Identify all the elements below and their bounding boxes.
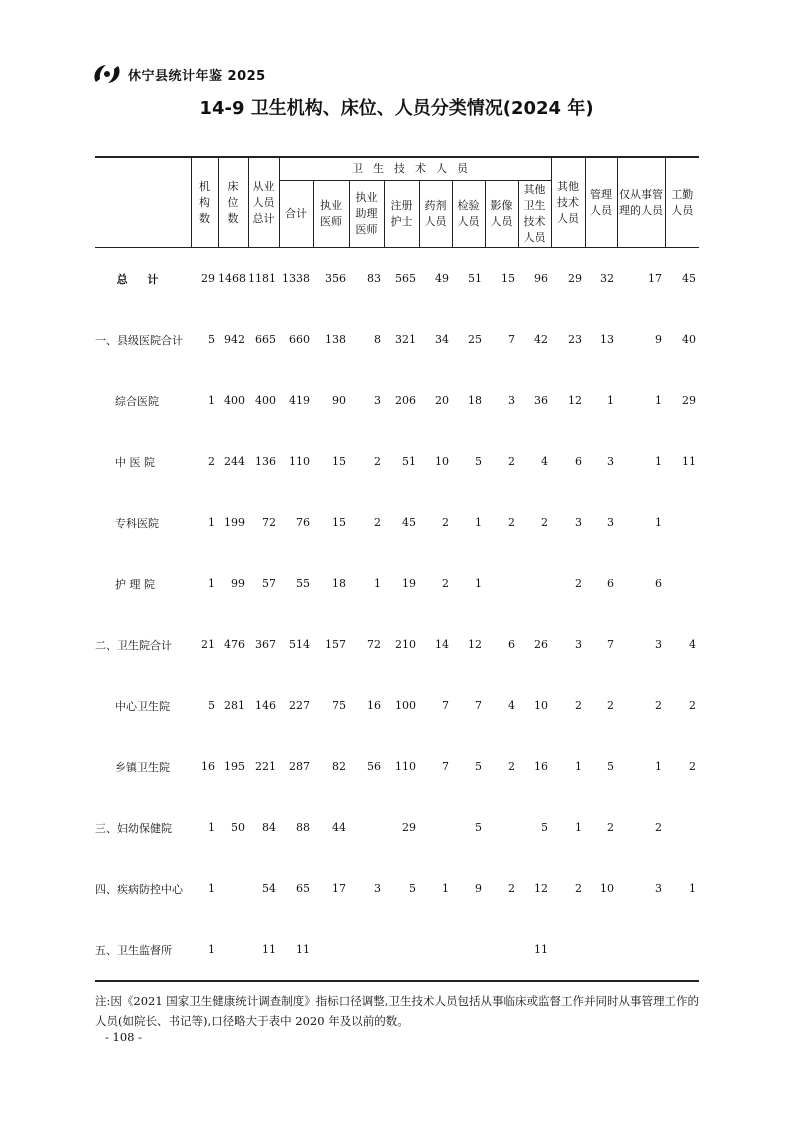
table-cell: 6 <box>575 455 582 468</box>
table-cell: 51 <box>402 455 416 468</box>
table-cell: 3 <box>607 516 614 529</box>
header-other-tech-staff: 其他 技术 人员 <box>551 157 585 248</box>
table-cell: 4 <box>689 638 696 651</box>
table-cell: 1 <box>208 821 215 834</box>
table-row <box>95 553 699 614</box>
table-cell: 72 <box>262 516 276 529</box>
table-cell: 4 <box>541 455 548 468</box>
table-cell: 400 <box>224 394 245 407</box>
table-cell <box>485 919 518 981</box>
table-cell: 3 <box>607 455 614 468</box>
table-cell: 10 <box>534 699 548 712</box>
table-cell: 1 <box>191 919 218 981</box>
table-cell: 21 <box>201 638 215 651</box>
table-cell: 206 <box>395 394 416 407</box>
table-cell: 400 <box>255 394 276 407</box>
table-cell: 7 <box>442 760 449 773</box>
table-cell: 72 <box>367 638 381 651</box>
header-lab: 检验 人员 <box>452 181 485 248</box>
table-cell: 51 <box>468 272 482 285</box>
running-header <box>92 60 266 88</box>
table-cell: 3 <box>655 882 662 895</box>
table-cell: 57 <box>262 577 276 590</box>
table-cell: 29 <box>568 272 582 285</box>
table-cell: 2 <box>689 699 696 712</box>
table-cell: 2 <box>575 699 582 712</box>
table-cell: 65 <box>296 882 310 895</box>
page-number: - 108 - <box>105 1030 143 1044</box>
table-cell: 16 <box>367 699 381 712</box>
table-cell <box>518 553 551 614</box>
table-cell: 419 <box>289 394 310 407</box>
table-cell: 1 <box>655 760 662 773</box>
table-cell: 13 <box>600 333 614 346</box>
table-cell: 5 <box>409 882 416 895</box>
table-cell: 11 <box>279 919 313 981</box>
row-label: 一、县级医院合计 <box>95 333 183 347</box>
table-cell: 1 <box>689 882 696 895</box>
table-cell: 19 <box>402 577 416 590</box>
header-pharmacist: 药剂 人员 <box>419 181 452 248</box>
table-cell: 99 <box>231 577 245 590</box>
table-cell <box>665 919 699 981</box>
table-cell: 76 <box>296 516 310 529</box>
table-body <box>95 248 699 982</box>
table-cell: 1 <box>475 516 482 529</box>
table-cell <box>452 919 485 981</box>
table-cell: 2 <box>374 516 381 529</box>
table-cell: 2 <box>442 577 449 590</box>
table-cell: 1181 <box>248 272 276 285</box>
header-imaging: 影像 人员 <box>485 181 518 248</box>
header-assistant-physician: 执业 助理 医师 <box>349 181 384 248</box>
table-cell: 40 <box>682 333 696 346</box>
table-cell: 36 <box>534 394 548 407</box>
row-label: 中 医 院 <box>115 455 155 469</box>
table-cell: 1 <box>208 516 215 529</box>
table-cell <box>349 919 384 981</box>
table-cell <box>665 553 699 614</box>
table-cell: 2 <box>208 455 215 468</box>
table-cell: 18 <box>332 577 346 590</box>
table-cell: 15 <box>332 516 346 529</box>
table-row <box>95 675 699 736</box>
table-cell: 44 <box>332 821 346 834</box>
table-cell <box>665 492 699 553</box>
yearbook-logo-icon <box>92 62 122 86</box>
table-cell: 11 <box>518 919 551 981</box>
table-cell: 45 <box>682 272 696 285</box>
table-cell: 18 <box>468 394 482 407</box>
table-cell: 138 <box>325 333 346 346</box>
table-cell: 1 <box>442 882 449 895</box>
table-cell: 5 <box>208 699 215 712</box>
table-cell: 367 <box>255 638 276 651</box>
table-cell: 2 <box>655 821 662 834</box>
table-cell: 82 <box>332 760 346 773</box>
table-cell: 10 <box>435 455 449 468</box>
table-cell: 110 <box>395 760 416 773</box>
table-cell: 6 <box>607 577 614 590</box>
table-cell: 5 <box>475 821 482 834</box>
table-cell: 3 <box>575 516 582 529</box>
table-cell: 16 <box>201 760 215 773</box>
table-cell: 146 <box>255 699 276 712</box>
table-cell: 7 <box>508 333 515 346</box>
table-cell: 1 <box>655 455 662 468</box>
table-cell <box>585 919 617 981</box>
table-cell: 56 <box>367 760 381 773</box>
table-cell: 2 <box>607 821 614 834</box>
table-cell: 55 <box>296 577 310 590</box>
table-row <box>95 370 699 431</box>
table-cell: 12 <box>468 638 482 651</box>
table-cell: 29 <box>201 272 215 285</box>
table-cell: 96 <box>534 272 548 285</box>
table-cell: 32 <box>600 272 614 285</box>
table-cell: 665 <box>255 333 276 346</box>
table-cell: 136 <box>255 455 276 468</box>
header-health-tech-group: 卫生技术人员 <box>279 157 551 181</box>
table-cell: 3 <box>508 394 515 407</box>
table-cell: 5 <box>541 821 548 834</box>
table-cell: 1 <box>475 577 482 590</box>
table-cell <box>617 919 665 981</box>
table-cell: 2 <box>442 516 449 529</box>
table-cell: 75 <box>332 699 346 712</box>
footnote: 注:因《2021 国家卫生健康统计调查制度》指标口径调整,卫生技术人员包括从事临床或监督工作并同时从事管理工作的人员(如院长、书记等),口径略大于表中 2020 年及以前的数。 <box>95 994 699 1028</box>
table-cell: 221 <box>255 760 276 773</box>
table-cell: 23 <box>568 333 582 346</box>
table-cell: 2 <box>575 882 582 895</box>
table-row <box>95 431 699 492</box>
table-cell: 29 <box>682 394 696 407</box>
table-cell: 2 <box>541 516 548 529</box>
table-cell: 34 <box>435 333 449 346</box>
header-other-tech: 其他 卫生 技术 人员 <box>518 181 551 248</box>
header-beds: 床 位 数 <box>218 157 248 248</box>
table-cell: 7 <box>607 638 614 651</box>
table-cell: 6 <box>508 638 515 651</box>
table-cell: 565 <box>395 272 416 285</box>
table-cell: 17 <box>332 882 346 895</box>
table-cell <box>485 553 518 614</box>
table-row <box>95 919 699 981</box>
table-cell <box>313 919 349 981</box>
table-cell: 7 <box>475 699 482 712</box>
table-cell: 26 <box>534 638 548 651</box>
table-cell <box>419 797 452 858</box>
row-label: 四、疾病防控中心 <box>95 882 183 896</box>
table-row <box>95 614 699 675</box>
table-cell: 3 <box>575 638 582 651</box>
header-physician: 执业 医师 <box>313 181 349 248</box>
table-cell: 2 <box>607 699 614 712</box>
table-cell: 5 <box>475 760 482 773</box>
table-cell: 90 <box>332 394 346 407</box>
table-cell: 157 <box>325 638 346 651</box>
table-cell: 660 <box>289 333 310 346</box>
table-cell: 6 <box>655 577 662 590</box>
table-cell: 1 <box>208 577 215 590</box>
book-title: 休宁县统计年鉴 2025 <box>128 68 266 84</box>
table-cell: 15 <box>332 455 346 468</box>
header-subtotal: 合计 <box>279 181 313 248</box>
table-cell: 54 <box>262 882 276 895</box>
header-row-label-cell <box>95 157 191 248</box>
table-row <box>95 248 699 310</box>
table-cell: 287 <box>289 760 310 773</box>
table-cell: 942 <box>224 333 245 346</box>
table-cell: 5 <box>475 455 482 468</box>
table-cell: 100 <box>395 699 416 712</box>
row-label: 五、卫生监督所 <box>95 919 191 981</box>
table-cell <box>218 858 248 919</box>
table-cell: 12 <box>568 394 582 407</box>
table-cell: 29 <box>402 821 416 834</box>
table-cell <box>485 797 518 858</box>
table-cell: 9 <box>655 333 662 346</box>
header-management: 管理 人员 <box>585 157 617 248</box>
table-row <box>95 858 699 919</box>
table-cell: 88 <box>296 821 310 834</box>
table-cell: 11 <box>248 919 279 981</box>
table-cell: 11 <box>682 455 696 468</box>
table-row <box>95 797 699 858</box>
table-cell: 2 <box>655 699 662 712</box>
table-cell: 110 <box>289 455 310 468</box>
table-cell: 3 <box>374 394 381 407</box>
table-cell <box>349 797 384 858</box>
table-cell: 2 <box>374 455 381 468</box>
table-row <box>95 492 699 553</box>
table-cell: 244 <box>224 455 245 468</box>
row-label: 专科医院 <box>115 516 159 530</box>
table-cell: 83 <box>367 272 381 285</box>
table-cell: 2 <box>508 455 515 468</box>
table-cell: 1468 <box>218 272 246 285</box>
table-cell: 5 <box>607 760 614 773</box>
table-cell: 356 <box>325 272 346 285</box>
table-cell: 1 <box>575 760 582 773</box>
table-cell: 84 <box>262 821 276 834</box>
table-cell: 10 <box>600 882 614 895</box>
table-cell: 7 <box>442 699 449 712</box>
table-cell: 1 <box>575 821 582 834</box>
page-title: 14-9 卫生机构、床位、人员分类情况(2024 年) <box>199 98 594 119</box>
table-cell: 476 <box>224 638 245 651</box>
table-cell: 3 <box>655 638 662 651</box>
table-cell: 8 <box>374 333 381 346</box>
table-cell: 2 <box>508 516 515 529</box>
header-staff-total: 从业 人员 总计 <box>248 157 279 248</box>
health-institutions-table <box>95 156 699 982</box>
table-cell <box>384 919 419 981</box>
table-cell: 210 <box>395 638 416 651</box>
table-cell: 17 <box>648 272 662 285</box>
table-cell: 195 <box>224 760 245 773</box>
row-label: 护 理 院 <box>115 577 155 591</box>
table-cell: 15 <box>501 272 515 285</box>
row-label: 综合医院 <box>115 394 159 408</box>
table-cell: 1 <box>655 394 662 407</box>
table-cell: 4 <box>508 699 515 712</box>
header-institutions: 机 构 数 <box>191 157 218 248</box>
table-cell: 1 <box>655 516 662 529</box>
table-cell: 20 <box>435 394 449 407</box>
table-cell: 1 <box>208 882 215 895</box>
table-cell <box>665 797 699 858</box>
table-cell: 1 <box>208 394 215 407</box>
table-cell: 1338 <box>282 272 310 285</box>
table-row <box>95 309 699 370</box>
table-cell: 1 <box>374 577 381 590</box>
table-cell: 9 <box>475 882 482 895</box>
table-cell: 5 <box>208 333 215 346</box>
table-cell: 14 <box>435 638 449 651</box>
table-cell: 2 <box>689 760 696 773</box>
table-cell: 25 <box>468 333 482 346</box>
row-label: 总 计 <box>116 272 167 286</box>
table-row <box>95 736 699 797</box>
table-cell <box>218 919 248 981</box>
table-cell: 16 <box>534 760 548 773</box>
table-cell <box>551 919 585 981</box>
table-cell: 3 <box>374 882 381 895</box>
table-cell: 2 <box>575 577 582 590</box>
table-cell: 42 <box>534 333 548 346</box>
table-cell: 50 <box>231 821 245 834</box>
row-label: 中心卫生院 <box>115 699 170 713</box>
table-cell <box>419 919 452 981</box>
table-cell: 227 <box>289 699 310 712</box>
table-cell: 49 <box>435 272 449 285</box>
table-cell: 2 <box>508 760 515 773</box>
row-label: 三、妇幼保健院 <box>95 821 172 835</box>
row-label: 二、卫生院合计 <box>95 638 172 652</box>
table-cell: 45 <box>402 516 416 529</box>
table-cell: 12 <box>534 882 548 895</box>
table-cell: 321 <box>395 333 416 346</box>
table-cell: 514 <box>289 638 310 651</box>
header-workers: 工勤 人员 <box>665 157 699 248</box>
table-cell: 2 <box>508 882 515 895</box>
row-label: 乡镇卫生院 <box>115 760 170 774</box>
table-cell: 1 <box>607 394 614 407</box>
table-cell: 281 <box>224 699 245 712</box>
header-management-only: 仅从事管 理的人员 <box>617 157 665 248</box>
header-nurse: 注册 护士 <box>384 181 419 248</box>
table-cell: 199 <box>224 516 245 529</box>
